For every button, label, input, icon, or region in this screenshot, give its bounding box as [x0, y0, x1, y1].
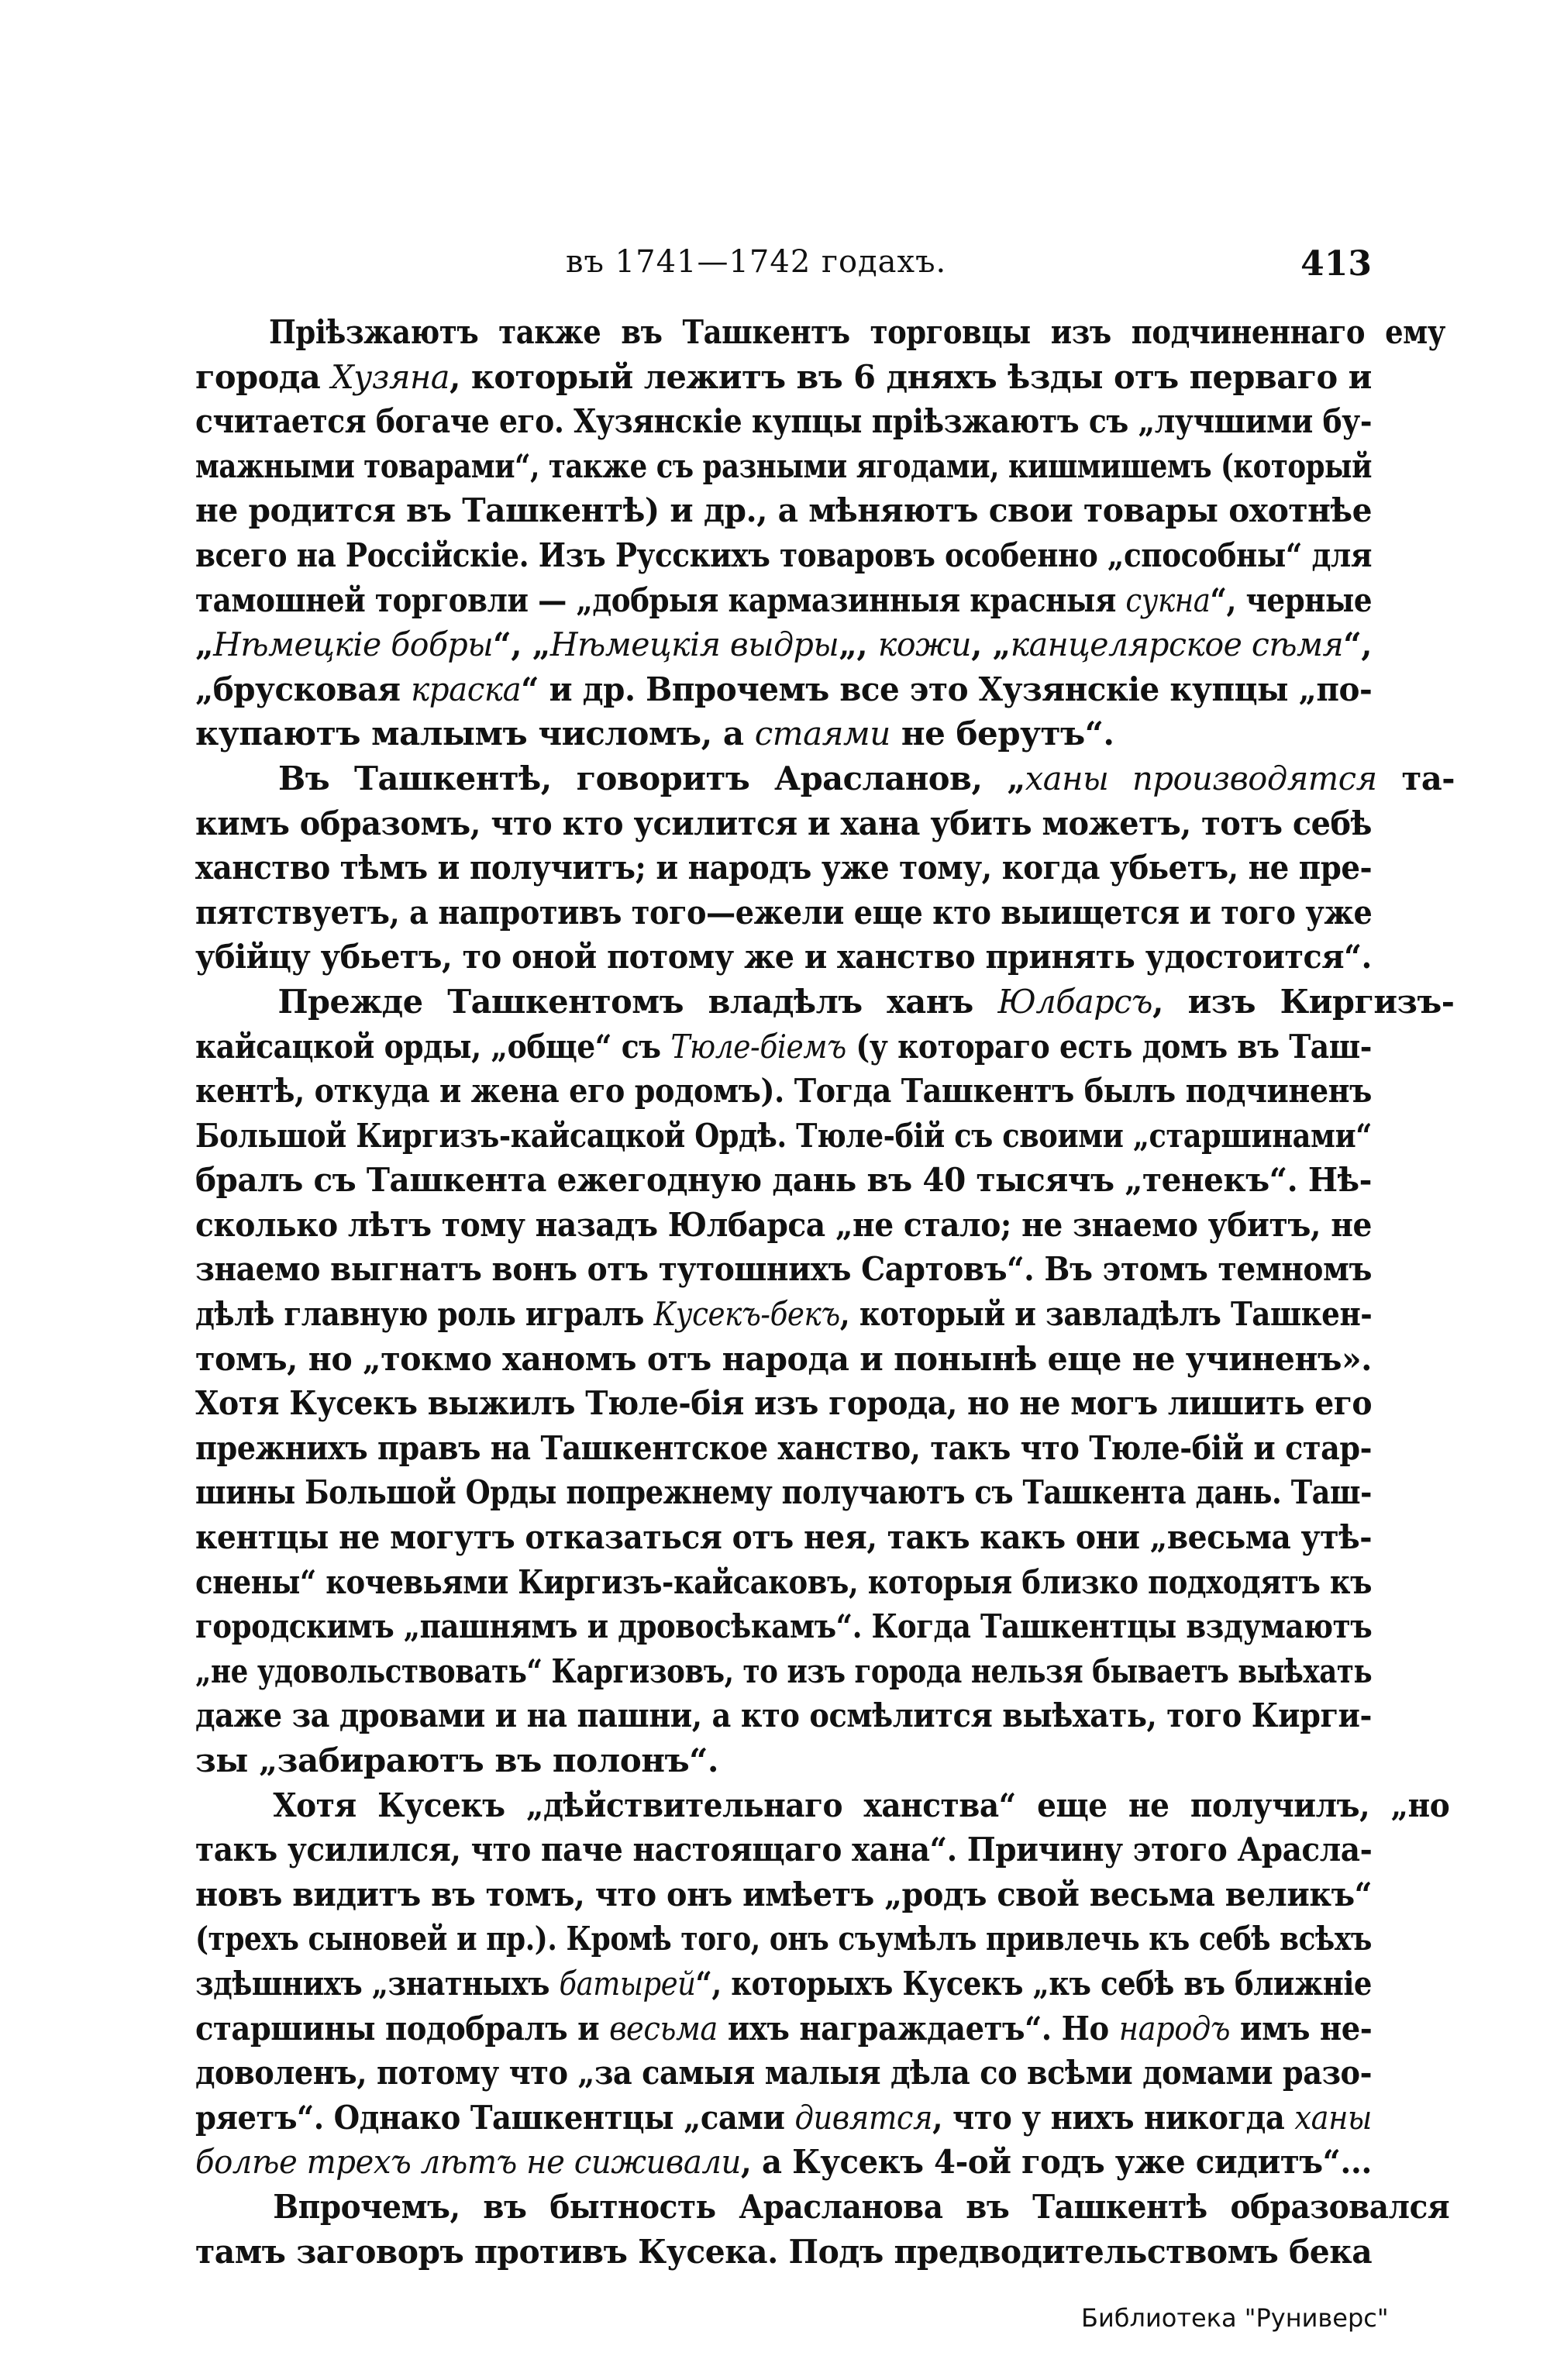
text-run: такъ усилился, что паче настоящаго хана“. Причину этого Арасла- [195, 1831, 1373, 1869]
text-run: шины Большой Орды попрежнему получаютъ съ Ташкента дань. Таш- [195, 1473, 1372, 1512]
text-run: тамошней торговли — „добрыя кармазинныя красныя [195, 580, 1126, 619]
running-header [279, 244, 1372, 291]
text-run: „не удовольствовать“ Каргизовъ, то изъ города нельзя бываетъ выѣхать [195, 1652, 1373, 1690]
text-run: “, [1343, 625, 1373, 664]
text-line [195, 533, 1372, 578]
text-line [195, 667, 1372, 712]
text-run: кимъ образомъ, что кто усилится и хана убить можетъ, тотъ себѣ [195, 804, 1373, 842]
italic-text: весьма [609, 2009, 718, 2048]
text-run: старшины подобралъ и [195, 2009, 610, 2048]
text-run: купаютъ малымъ числомъ, а [195, 715, 755, 753]
text-run: кентцы не могутъ отказаться отъ нея, такъ какъ они „весьма утѣ- [195, 1518, 1373, 1557]
text-line [195, 1114, 1372, 1159]
text-line [195, 1025, 1372, 1069]
text-run: убійцу убьетъ, то оной потому же и ханство принять удостоится“. [195, 938, 1372, 976]
running-title: въ 1741—1742 годахъ. [566, 244, 947, 280]
text-run: “, которыхъ Кусекъ „къ себѣ въ ближніе [695, 1964, 1372, 2003]
italic-text: сукна [1125, 580, 1211, 619]
text-run: не родится въ Ташкентѣ) и др., а мѣняютъ свои товары охотнѣе [195, 491, 1373, 530]
text-run: „ [195, 625, 214, 664]
italic-text: батырей [559, 1964, 696, 2003]
text-run: (трехъ сыновей и пр.). Кромѣ того, онъ съумѣлъ привлечь къ себѣ всѣхъ [195, 1920, 1372, 1958]
text-run: считается богаче его. Хузянскіе купцы пріѣзжаютъ съ „лучшими бу- [195, 402, 1372, 441]
text-run: зы „забираютъ въ полонъ“. [195, 1741, 719, 1779]
text-run: имъ не- [1230, 2009, 1373, 2048]
page-number: 413 [1300, 244, 1372, 284]
text-line [195, 1069, 1372, 1114]
italic-text: Нѣмецкіе бобры [213, 625, 494, 664]
text-line [195, 310, 1445, 355]
text-line [195, 1203, 1372, 1248]
italic-text: дивятся [794, 2098, 933, 2137]
italic-text: канцелярское сѣмя [1010, 625, 1344, 664]
text-line [195, 1872, 1372, 1917]
text-run: , что у нихъ никогда [932, 2098, 1295, 2137]
italic-text: ханы производятся [1025, 759, 1377, 797]
text-run: здѣшнихъ „знатныхъ [195, 1964, 560, 2003]
italic-text: Хузяна [331, 357, 450, 396]
italic-text: кожи [877, 625, 972, 664]
text-line [195, 444, 1372, 489]
text-line [195, 1917, 1372, 1962]
text-line [195, 890, 1372, 935]
text-line [195, 1738, 1372, 1783]
text-run: та- [1376, 759, 1455, 797]
text-line [195, 1560, 1372, 1605]
text-run: дѣлѣ главную роль игралъ [195, 1295, 654, 1334]
text-run: томъ, но „токмо ханомъ отъ народа и понынѣ еще не учиненъ». [195, 1339, 1373, 1378]
text-line [195, 1649, 1372, 1694]
text-line [195, 1604, 1372, 1649]
text-line [195, 846, 1372, 890]
italic-text: Кусекъ-бекъ [653, 1295, 840, 1334]
text-run: городскимъ „пашнямъ и дровосѣкамъ“. Когда Ташкентцы вздумаютъ [195, 1607, 1373, 1646]
italic-text: стаями [754, 715, 890, 753]
text-line [195, 1292, 1372, 1337]
italic-text: Нѣмецкія выдры [549, 625, 839, 664]
text-line [195, 2096, 1372, 2141]
text-run: кентѣ, откуда и жена его родомъ). Тогда Ташкентъ былъ подчиненъ [195, 1072, 1372, 1111]
text-run: Въ Ташкентѣ, говоритъ Арасланов, „ [278, 759, 1025, 797]
text-line [195, 2185, 1449, 2230]
text-run: “, черные [1210, 580, 1373, 619]
text-run: „брусковая [195, 670, 412, 708]
italic-text: Юлбарсъ [997, 982, 1153, 1021]
text-line [195, 1426, 1372, 1471]
italic-text: ханы [1294, 2098, 1372, 2137]
text-line [195, 2006, 1372, 2051]
text-line [195, 622, 1372, 667]
text-run: , а Кусекъ 4-ой годъ уже сидитъ“... [740, 2143, 1372, 2182]
text-run: сколько лѣтъ тому назадъ Юлбарса „не стало; не знаемо убитъ, не [195, 1205, 1372, 1244]
text-run: , который и завладѣлъ Ташкен- [839, 1295, 1373, 1334]
italic-text: болѣе трехъ лѣтъ не сиживали [195, 2143, 741, 2182]
text-line [195, 1470, 1372, 1515]
text-run: ихъ награждаетъ“. Но [717, 2009, 1119, 2048]
text-run: Хотя Кусекъ выжилъ Тюле-бія изъ города, но не могъ лишить его [195, 1384, 1373, 1423]
text-run: Впрочемъ, въ бытность Арасланова въ Ташкентѣ образовался [273, 2187, 1450, 2226]
text-line [195, 1247, 1372, 1292]
text-run: Прежде Ташкентомъ владѣлъ ханъ [277, 982, 998, 1021]
text-line [195, 355, 1372, 400]
text-run: “, „ [493, 625, 550, 664]
text-run: снены“ кочевьями Киргизъ-кайсаковъ, которыя близко подходятъ къ [195, 1562, 1372, 1601]
text-line [195, 399, 1372, 444]
text-run: , „ [971, 625, 1011, 664]
text-line [195, 1693, 1372, 1738]
text-line [195, 980, 1454, 1025]
text-line [195, 2140, 1372, 2185]
text-line [195, 1515, 1372, 1560]
text-line [195, 488, 1372, 533]
text-run: (у котораго есть домъ въ Таш- [846, 1027, 1372, 1066]
library-watermark: Библиотека "Руниверс" [1081, 2303, 1389, 2333]
text-line [195, 1962, 1372, 2006]
text-run: мажными товарами“, также съ разными ягодами, кишмишемъ (который [195, 446, 1373, 485]
text-line [195, 711, 1372, 756]
text-run: знаемо выгнатъ вонъ отъ тутошнихъ Сартовъ“. Въ этомъ темномъ [195, 1250, 1372, 1289]
text-run: бралъ съ Ташкента ежегодную дань въ 40 тысячъ „тенекъ“. Нѣ- [195, 1161, 1372, 1200]
text-line [195, 1827, 1372, 1872]
text-line [195, 756, 1455, 801]
text-run: кайсацкой орды, „обще“ съ [195, 1027, 671, 1066]
text-run: Хотя Кусекъ „дѣйствительнаго ханства“ еще не получилъ, „но [273, 1786, 1450, 1824]
text-line [195, 2051, 1372, 2096]
italic-text: Тюле-біемъ [670, 1027, 846, 1066]
text-run: „, [839, 625, 878, 664]
text-run: ряетъ“. Однако Ташкентцы „сами [195, 2098, 795, 2137]
text-run: Пріѣзжаютъ также въ Ташкентъ торговцы изъ подчиненнаго ему [268, 313, 1446, 351]
italic-text: народъ [1118, 2009, 1231, 2048]
text-line [195, 1381, 1372, 1426]
text-line [195, 2230, 1372, 2275]
text-run: пятствуетъ, а напротивъ того—ежели еще кто выищется и того уже [195, 893, 1373, 932]
text-line [195, 1783, 1449, 1828]
text-run: не берутъ“. [890, 715, 1114, 753]
text-run: прежнихъ правъ на Ташкентское ханство, такъ что Тюле-бій и стар- [195, 1428, 1373, 1467]
text-run: , который лежитъ въ 6 дняхъ ѣзды отъ перваго и [450, 357, 1372, 396]
text-line [195, 935, 1372, 980]
text-run: даже за дровами и на пашни, а кто осмѣлится выѣхать, того Кирги- [195, 1696, 1372, 1735]
text-run: Большой Киргизъ-кайсацкой Ордѣ. Тюле-бій съ своими „старшинами“ [195, 1116, 1372, 1155]
page-body-text [195, 310, 1455, 2274]
text-run: доволенъ, потому что „за самыя малыя дѣла со всѣми домами разо- [195, 2054, 1373, 2092]
text-run: города [195, 357, 332, 396]
text-run: новъ видитъ въ томъ, что онъ имѣетъ „родъ свой весьма великъ“ [195, 1875, 1373, 1913]
text-run: ханство тѣмъ и получитъ; и народъ уже тому, когда убьетъ, не пре- [195, 849, 1373, 887]
text-line [195, 1337, 1372, 1382]
text-line [195, 578, 1372, 623]
text-run: всего на Россійскіе. Изъ Русскихъ товаровъ особенно „способны“ для [195, 536, 1373, 574]
text-run: тамъ заговоръ противъ Кусека. Подъ предводительствомъ бека [195, 2232, 1373, 2271]
text-run: , изъ Киргизъ- [1152, 982, 1455, 1021]
text-line [195, 1158, 1372, 1203]
text-run: “ и др. Впрочемъ все это Хузянскіе купцы „по- [521, 670, 1373, 708]
text-line [195, 801, 1372, 846]
italic-text: краска [411, 670, 522, 708]
